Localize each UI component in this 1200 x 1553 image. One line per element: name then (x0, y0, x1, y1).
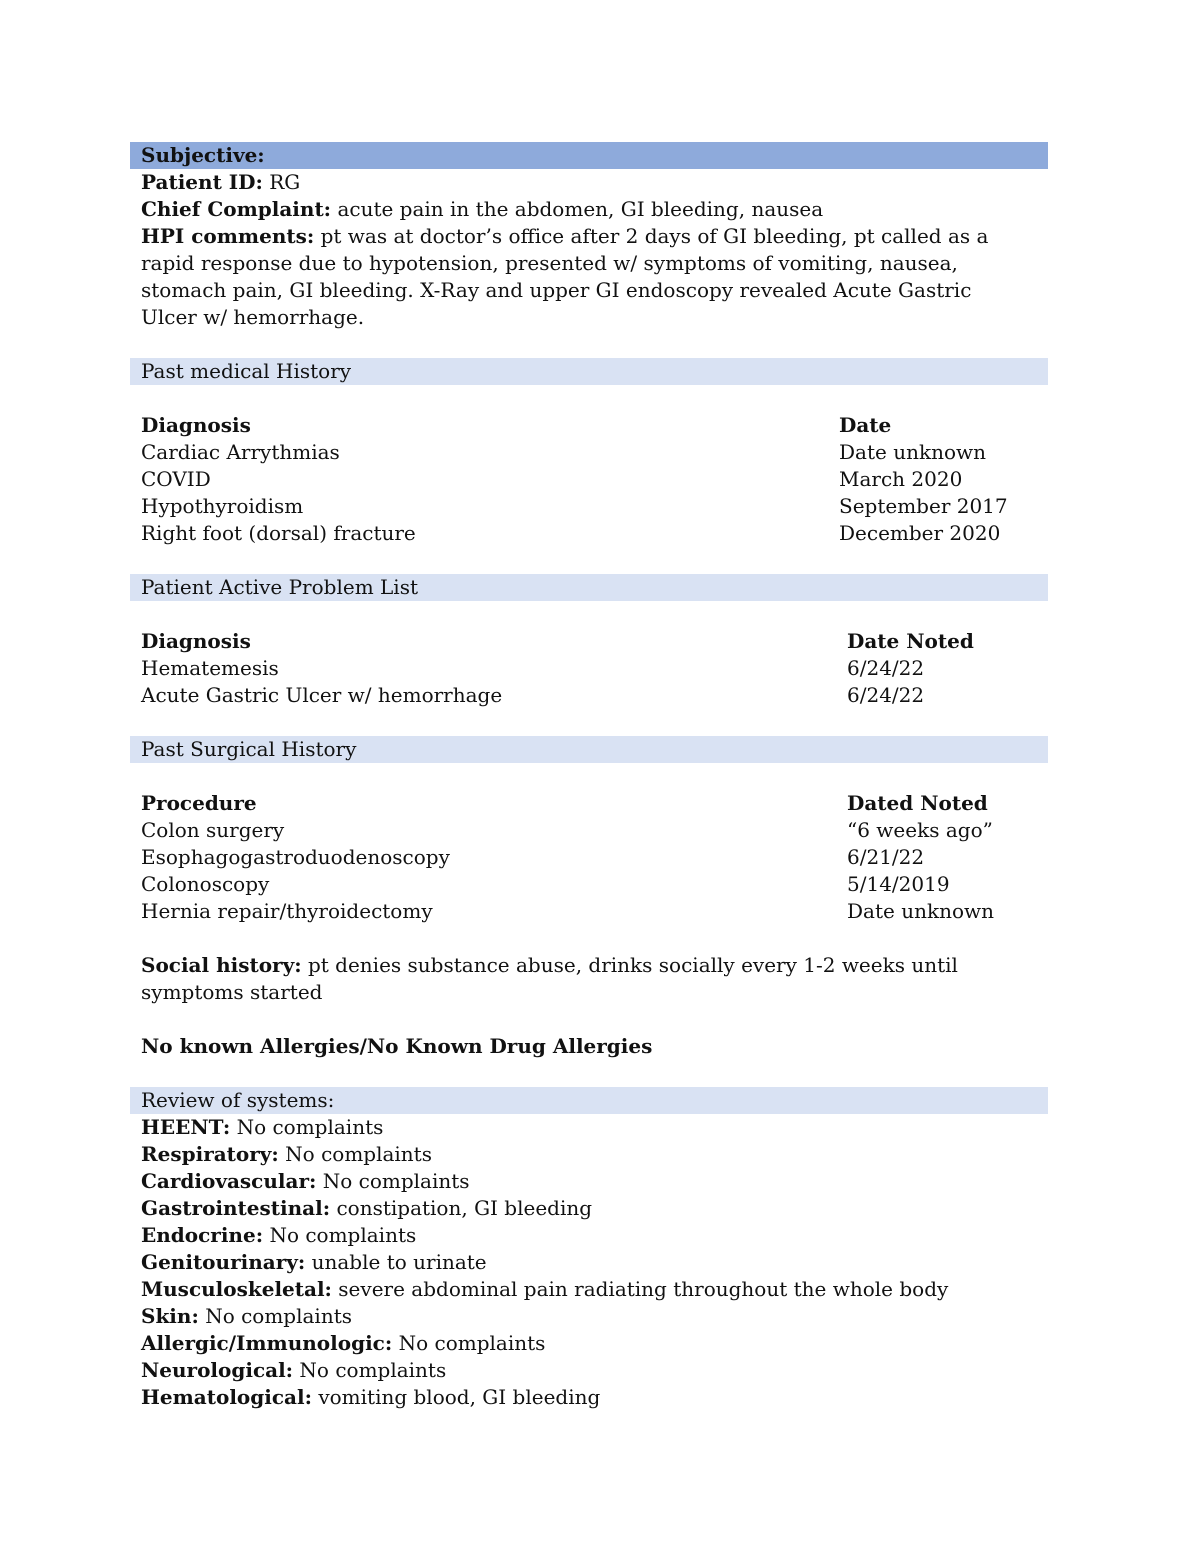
soap-note-document (130, 142, 1048, 1411)
problem-header-row (130, 628, 1048, 655)
problem-col-diagnosis-header: Diagnosis (141, 629, 251, 653)
ros-value: No complaints (299, 1358, 447, 1382)
pmh-date-cell: Date unknown (839, 440, 986, 464)
table-row (130, 871, 1048, 898)
pmh-diagnosis-cell: Right foot (dorsal) fracture (141, 521, 416, 545)
allergies-line (130, 1033, 1048, 1060)
social-history-label: Social history: (141, 953, 302, 977)
table-row (130, 898, 1048, 925)
past-medical-history-table (130, 412, 1048, 547)
past-surgical-history-header: Past Surgical History (130, 736, 1048, 763)
ros-value: vomiting blood, GI bleeding (318, 1385, 601, 1409)
problem-date-cell: 6/24/22 (847, 656, 925, 680)
ros-value: severe abdominal pain radiating throughout the whole body (338, 1277, 949, 1301)
problem-diagnosis-cell: Acute Gastric Ulcer w/ hemorrhage (141, 683, 503, 707)
pmh-col-diagnosis-header: Diagnosis (141, 413, 251, 437)
surgical-procedure-cell: Colon surgery (141, 818, 285, 842)
pmh-date-cell: December 2020 (839, 521, 1001, 545)
pmh-header-row (130, 412, 1048, 439)
surgical-header-row (130, 790, 1048, 817)
ros-label: Neurological: (141, 1358, 294, 1382)
active-problem-list-header: Patient Active Problem List (130, 574, 1048, 601)
ros-label: HEENT: (141, 1115, 231, 1139)
table-row (130, 466, 1048, 493)
active-problem-list-table (130, 628, 1048, 709)
list-item (130, 1357, 1048, 1384)
ros-label: Allergic/Immunologic: (141, 1331, 393, 1355)
problem-date-cell: 6/24/22 (847, 683, 925, 707)
surgical-procedure-cell: Esophagogastroduodenoscopy (141, 845, 450, 869)
list-item (130, 1222, 1048, 1249)
surgical-date-cell: Date unknown (847, 899, 994, 923)
table-row (130, 439, 1048, 466)
ros-value: No complaints (236, 1115, 384, 1139)
hpi-label: HPI comments: (141, 224, 315, 248)
pmh-diagnosis-cell: Hypothyroidism (141, 494, 304, 518)
patient-id-line (130, 169, 1048, 196)
pmh-date-cell: September 2017 (839, 494, 1008, 518)
surgical-date-cell: 5/14/2019 (847, 872, 950, 896)
pmh-diagnosis-cell: COVID (141, 467, 211, 491)
social-history-value: pt denies substance abuse, drinks socially every 1-2 weeks until symptoms started (141, 953, 958, 1004)
ros-value: No complaints (205, 1304, 352, 1328)
ros-label: Endocrine: (141, 1223, 264, 1247)
ros-value: No complaints (269, 1223, 417, 1247)
surgical-procedure-cell: Colonoscopy (141, 872, 270, 896)
ros-value: No complaints (322, 1169, 470, 1193)
surgical-date-cell: “6 weeks ago” (847, 818, 993, 842)
ros-label: Skin: (141, 1304, 199, 1328)
review-of-systems-list (130, 1114, 1048, 1411)
list-item (130, 1141, 1048, 1168)
pmh-diagnosis-cell: Cardiac Arrythmias (141, 440, 340, 464)
chief-complaint-label: Chief Complaint: (141, 197, 332, 221)
ros-value: unable to urinate (311, 1250, 487, 1274)
pmh-date-cell: March 2020 (839, 467, 963, 491)
surgical-col-procedure-header: Procedure (141, 791, 257, 815)
ros-label: Hematological: (141, 1385, 312, 1409)
list-item (130, 1276, 1048, 1303)
hpi-value: pt was at doctor’s office after 2 days of GI bleeding, pt called as a rapid response due to hypotension, presented w/ symptoms of vomiting, nausea, stomach pain, GI bleeding. X-Ray and upper GI endoscopy revealed Acute Gastric Ulcer w/ hemorrhage. (141, 224, 989, 329)
chief-complaint-value: acute pain in the abdomen, GI bleeding, nausea (337, 197, 824, 221)
table-row (130, 520, 1048, 547)
patient-id-value: RG (269, 170, 301, 194)
past-medical-history-header: Past medical History (130, 358, 1048, 385)
table-row (130, 493, 1048, 520)
ros-label: Gastrointestinal: (141, 1196, 331, 1220)
list-item (130, 1168, 1048, 1195)
surgical-date-cell: 6/21/22 (847, 845, 925, 869)
problem-col-date-header: Date Noted (847, 629, 974, 653)
list-item (130, 1330, 1048, 1357)
table-row (130, 655, 1048, 682)
surgical-procedure-cell: Hernia repair/thyroidectomy (141, 899, 433, 923)
ros-label: Respiratory: (141, 1142, 279, 1166)
surgical-col-date-header: Dated Noted (847, 791, 988, 815)
ros-label: Genitourinary: (141, 1250, 306, 1274)
list-item (130, 1303, 1048, 1330)
ros-label: Musculoskeletal: (141, 1277, 332, 1301)
chief-complaint-line (130, 196, 1048, 223)
pmh-col-date-header: Date (839, 413, 892, 437)
list-item (130, 1114, 1048, 1141)
ros-value: constipation, GI bleeding (336, 1196, 593, 1220)
ros-label: Cardiovascular: (141, 1169, 317, 1193)
list-item (130, 1384, 1048, 1411)
patient-id-label: Patient ID: (141, 170, 263, 194)
problem-diagnosis-cell: Hematemesis (141, 656, 279, 680)
review-of-systems-header: Review of systems: (130, 1087, 1048, 1114)
list-item (130, 1249, 1048, 1276)
list-item (130, 1195, 1048, 1222)
allergies-statement: No known Allergies/No Known Drug Allergies (141, 1034, 653, 1058)
hpi-paragraph (130, 223, 1048, 331)
table-row (130, 682, 1048, 709)
social-history-paragraph (130, 952, 1048, 1006)
table-row (130, 844, 1048, 871)
past-surgical-history-table (130, 790, 1048, 925)
ros-value: No complaints (398, 1331, 546, 1355)
table-row (130, 817, 1048, 844)
subjective-header: Subjective: (130, 142, 1048, 169)
ros-value: No complaints (285, 1142, 432, 1166)
